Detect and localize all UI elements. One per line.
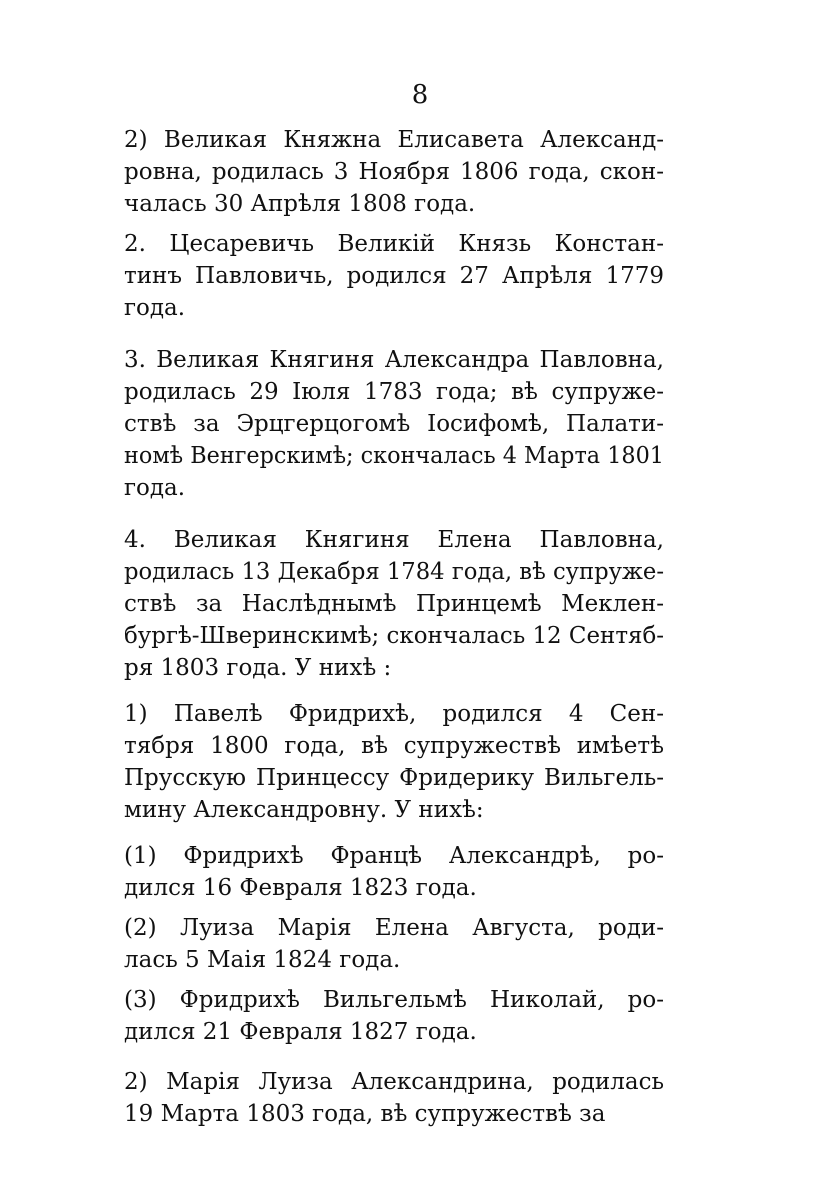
text-line: бургѣ-Шверинскимѣ; скончалась 12 Сентяб-: [124, 623, 665, 649]
text-line: тинъ Павловичь, родился 27 Апрѣля 1779: [124, 263, 664, 289]
text-line: (1) Фридрихѣ Францѣ Александрѣ, ро-: [124, 843, 665, 869]
text-line: (2) Луиза Марія Елена Августа, роди-: [124, 915, 665, 941]
text-line: родилась 13 Декабря 1784 года, вѣ супруже-: [124, 559, 664, 585]
text-line: года.: [124, 295, 186, 321]
text-line: 4. Великая Княгиня Елена Павловна,: [124, 527, 664, 553]
text-line: Прусскую Принцессу Фридерику Вильгель-: [124, 765, 664, 791]
text-line: 3. Великая Княгиня Александра Павловна,: [124, 347, 664, 373]
paragraph-friedrich-wilhelm: [124, 984, 664, 1048]
text-line: 2) Марія Луиза Александрина, родилась: [124, 1069, 664, 1095]
text-line: 2) Великая Княжна Елисавета Александ-: [124, 127, 665, 153]
text-line: номѣ Венгерскимѣ; скончалась 4 Марта 1801: [124, 443, 665, 469]
text-line: 19 Марта 1803 года, вѣ супружествѣ за: [124, 1101, 606, 1127]
text-line: чалась 30 Апрѣля 1808 года.: [124, 191, 476, 217]
text-line: ствѣ за Наслѣднымѣ Принцемѣ Меклен-: [124, 591, 664, 617]
paragraph-pavel-friedrich: [124, 698, 664, 826]
text-line: (3) Фридрихѣ Вильгельмѣ Николай, ро-: [124, 987, 665, 1013]
text-line: дился 21 Февраля 1827 года.: [124, 1019, 477, 1045]
text-line: ствѣ за Эрцгерцогомѣ Іосифомѣ, Палати-: [124, 411, 664, 437]
text-body: [124, 124, 664, 1130]
text-line: дился 16 Февраля 1823 года.: [124, 875, 477, 901]
text-line: родилась 29 Іюля 1783 года; вѣ супруже-: [124, 379, 665, 405]
text-line: лась 5 Маія 1824 года.: [124, 947, 401, 973]
paragraph-maria-luiza: [124, 1066, 664, 1130]
text-line: 2. Цесаревичь Великій Князь Констан-: [124, 231, 664, 257]
paragraph-aleksandra: [124, 344, 664, 504]
text-line: 1) Павелѣ Фридрихѣ, родился 4 Сен-: [124, 701, 664, 727]
page-number: 8: [411, 80, 429, 110]
paragraph-friedrich-franz: [124, 840, 664, 904]
paragraph-konstantin: [124, 228, 664, 324]
paragraph-elena: [124, 524, 664, 684]
paragraph-luiza: [124, 912, 664, 976]
paragraph-elisaveta: [124, 124, 664, 220]
text-line: ровна, родилась 3 Ноября 1806 года, скон-: [124, 159, 664, 185]
text-line: ря 1803 года. У нихѣ :: [124, 655, 392, 681]
text-line: мину Александровну. У нихѣ:: [124, 797, 484, 823]
text-line: года.: [124, 475, 186, 501]
text-line: тября 1800 года, вѣ супружествѣ имѣетѣ: [124, 733, 664, 759]
